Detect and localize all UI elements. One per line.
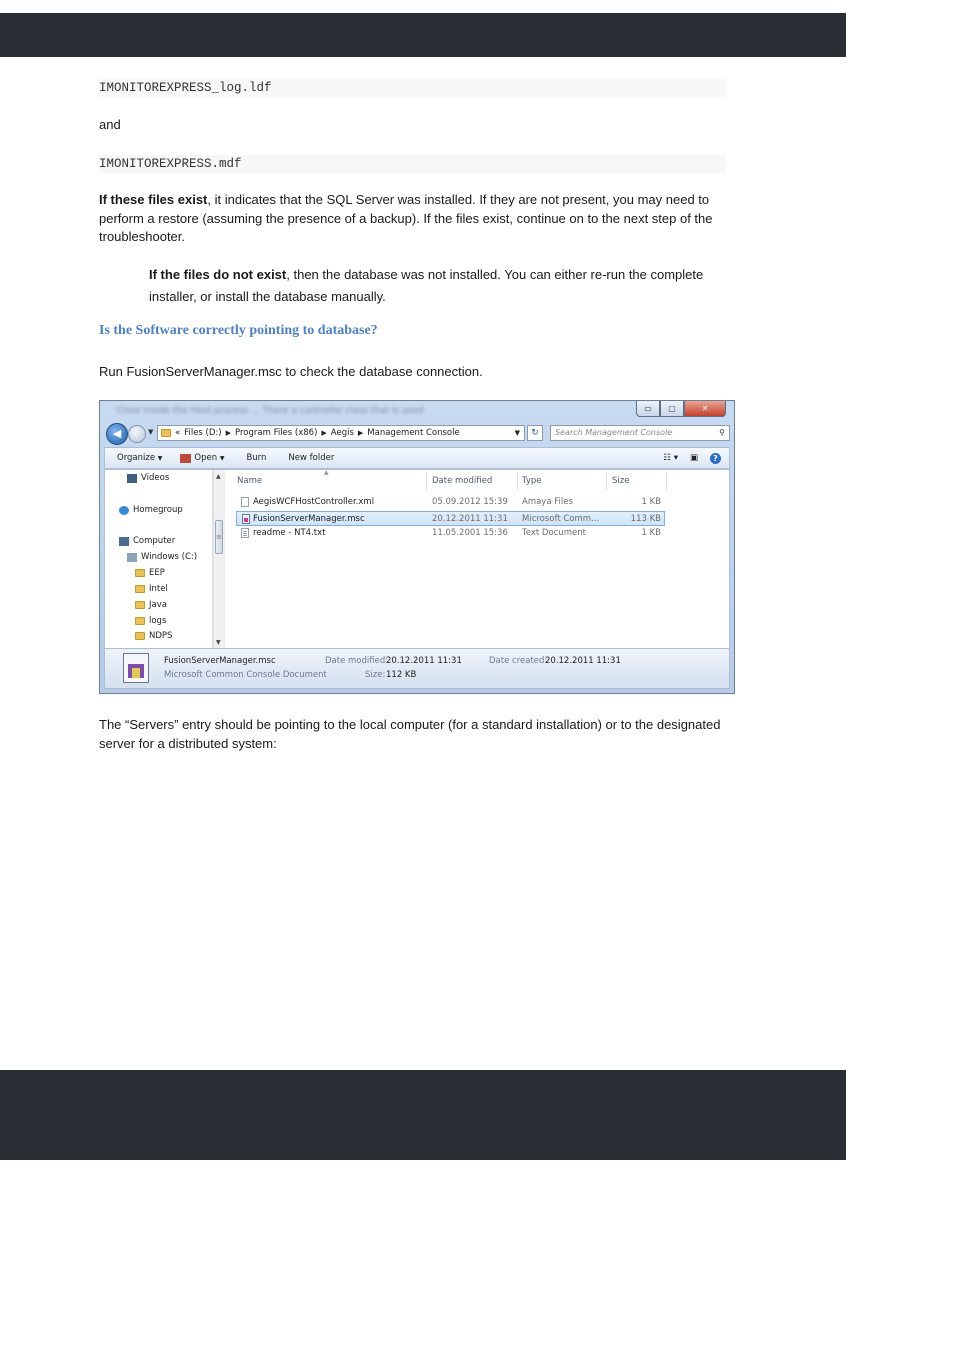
column-divider[interactable]	[666, 472, 667, 490]
video-library-icon	[127, 474, 137, 483]
column-header-type[interactable]: Type	[522, 476, 542, 486]
drive-icon	[127, 553, 137, 562]
code-text: IMONITOREXPRESS_log.ldf	[99, 81, 272, 95]
note-rest: , then the database was not installed. You can either re-run the complete installer, or install the database manually.	[149, 267, 704, 304]
details-size-value: 112 KB	[386, 670, 417, 680]
window-title: Close inside the Host process ... There a controller class that is used	[116, 406, 424, 416]
file-name: FusionServerManager.msc	[253, 514, 365, 524]
navigation-pane	[105, 470, 213, 648]
breadcrumb-overflow[interactable]: «	[175, 428, 181, 438]
file-row[interactable]	[236, 526, 665, 541]
header-band	[0, 13, 846, 57]
nav-label: NDPS	[149, 631, 173, 641]
bold-lead: If these files exist	[99, 192, 208, 207]
arrow-left-icon: ◀	[112, 427, 122, 440]
nav-label: Videos	[141, 473, 170, 483]
homegroup-icon	[119, 506, 129, 515]
nav-label: Computer	[133, 536, 176, 546]
folder-icon	[135, 617, 145, 625]
organize-button[interactable]	[117, 453, 162, 463]
and-text: and	[99, 117, 121, 132]
console-document-icon	[123, 653, 149, 683]
breadcrumb-management-console[interactable]: Management Console	[367, 428, 460, 438]
file-type: Microsoft Comm...	[522, 514, 600, 524]
minimize-button[interactable]: ▭	[636, 401, 660, 417]
folder-icon	[135, 569, 145, 577]
breadcrumb-aegis[interactable]: Aegis	[330, 428, 354, 438]
file-size: 1 KB	[641, 528, 661, 538]
file-date: 11.05.2001 15:36	[432, 528, 508, 538]
details-created-value: 20.12.2011 11:31	[545, 656, 621, 666]
scroll-up-icon[interactable]: ▲	[216, 473, 221, 480]
file-row-selected[interactable]	[236, 511, 665, 526]
search-input[interactable]	[550, 425, 730, 441]
file-type: Text Document	[522, 528, 586, 538]
nav-item-logs[interactable]	[135, 616, 166, 626]
paragraph-files-exist	[99, 191, 729, 247]
sort-ascending-icon: ▲	[324, 469, 329, 476]
nav-item-intel[interactable]	[135, 584, 168, 594]
column-divider[interactable]	[426, 472, 427, 490]
details-size-label: Size:	[365, 670, 386, 680]
chevron-down-icon: ▼	[219, 454, 225, 462]
nav-item-java[interactable]	[135, 600, 167, 610]
nav-label: Java	[149, 600, 167, 610]
nav-label: Homegroup	[133, 505, 183, 515]
file-size: 1 KB	[641, 497, 661, 507]
file-list	[226, 470, 729, 648]
explorer-window	[99, 400, 735, 694]
forward-button[interactable]	[128, 425, 146, 443]
file-row[interactable]	[236, 495, 665, 510]
back-button[interactable]	[106, 423, 128, 445]
paragraph-rest: , it indicates that the SQL Server was installed. If they are not present, you may need to perform a restore (assuming the presence of a backup). If the files exist, continue on to the next step of the troubleshooter.	[99, 192, 713, 244]
nav-scrollbar[interactable]	[213, 470, 225, 648]
nav-label: logs	[149, 616, 167, 626]
nav-item-eep[interactable]	[135, 568, 165, 578]
nav-label: Intel	[149, 584, 168, 594]
breadcrumb-files-d[interactable]: Files (D:)	[184, 428, 222, 438]
recent-pages-dropdown[interactable]: ▼	[148, 428, 154, 436]
nav-item-windows-c[interactable]	[127, 552, 197, 562]
code-line-mdf	[99, 155, 726, 173]
console-icon	[180, 454, 191, 463]
folder-icon	[135, 585, 145, 593]
bold-lead: If the files do not exist	[149, 267, 287, 282]
chevron-down-icon[interactable]: ▼	[514, 429, 520, 437]
chevron-down-icon: ▼	[157, 454, 163, 462]
column-header-name[interactable]: Name	[237, 476, 263, 486]
view-options-icon[interactable]: ☷ ▾	[663, 453, 678, 463]
grip-icon: ≡	[216, 533, 222, 541]
folder-icon	[161, 429, 171, 437]
details-modified-value: 20.12.2011 11:31	[386, 656, 462, 666]
column-header-size[interactable]: Size	[612, 476, 630, 486]
code-line-log	[99, 79, 726, 97]
refresh-button[interactable]	[527, 425, 543, 441]
section-heading: Is the Software correctly pointing to database?	[99, 323, 378, 338]
nav-item-computer[interactable]	[119, 536, 175, 546]
content-pane	[104, 469, 730, 649]
help-icon[interactable]: ?	[710, 453, 721, 464]
column-divider[interactable]	[606, 472, 607, 490]
address-bar[interactable]	[157, 425, 525, 441]
caption-buttons	[636, 401, 726, 417]
footer-band	[0, 1070, 846, 1160]
search-icon[interactable]: ⚲	[719, 428, 725, 437]
file-date: 05.09.2012 15:39	[432, 497, 508, 507]
details-pane	[104, 649, 730, 689]
folder-icon	[135, 601, 145, 609]
xml-file-icon	[241, 497, 249, 507]
servers-paragraph: The “Servers” entry should be pointing to the local computer (for a standard installation) or to the designated server for a distributed system:	[99, 717, 721, 751]
details-modified-label: Date modified:	[325, 656, 389, 666]
maximize-button[interactable]: ▢	[660, 401, 684, 417]
new-folder-button[interactable]: New folder	[288, 453, 335, 463]
note-files-missing	[149, 264, 729, 308]
details-file-type: Microsoft Common Console Document	[164, 670, 327, 680]
scroll-down-icon[interactable]: ▼	[216, 639, 221, 646]
text-file-icon	[241, 528, 249, 538]
file-size: 113 KB	[630, 514, 661, 524]
open-label: Open	[194, 453, 218, 463]
file-type: Amaya Files	[522, 497, 573, 507]
chevron-right-icon[interactable]: ▶	[321, 429, 327, 437]
refresh-icon: ↻	[531, 428, 539, 438]
computer-icon	[119, 537, 129, 546]
run-instruction: Run FusionServerManager.msc to check the database connection.	[99, 364, 483, 379]
details-created-label: Date created:	[489, 656, 548, 666]
folder-icon	[135, 632, 145, 640]
column-header-date[interactable]: Date modified	[432, 476, 493, 486]
nav-item-videos[interactable]	[127, 473, 169, 483]
file-date: 20.12.2011 11:31	[432, 514, 508, 524]
file-name: AegisWCFHostController.xml	[253, 497, 375, 507]
organize-label: Organize	[117, 453, 156, 463]
burn-button[interactable]: Burn	[246, 453, 267, 463]
chevron-right-icon[interactable]: ▶	[225, 429, 231, 437]
close-button[interactable]: ✕	[684, 401, 726, 417]
nav-label: Windows (C:)	[141, 552, 198, 562]
nav-item-ndps[interactable]	[135, 631, 172, 641]
details-file-name: FusionServerManager.msc	[164, 656, 276, 666]
breadcrumb-program-files[interactable]: Program Files (x86)	[235, 428, 318, 438]
nav-label: EEP	[149, 568, 165, 578]
file-name: readme - NT4.txt	[253, 528, 326, 538]
preview-pane-icon[interactable]: ▣	[689, 453, 698, 463]
code-text: IMONITOREXPRESS.mdf	[99, 157, 242, 171]
open-button[interactable]	[180, 453, 224, 463]
search-placeholder: Search Management Console	[555, 428, 673, 437]
command-bar	[104, 447, 730, 469]
column-divider[interactable]	[517, 472, 518, 490]
console-file-icon	[242, 514, 250, 524]
chevron-right-icon[interactable]: ▶	[357, 429, 364, 437]
nav-item-homegroup[interactable]	[119, 505, 183, 515]
